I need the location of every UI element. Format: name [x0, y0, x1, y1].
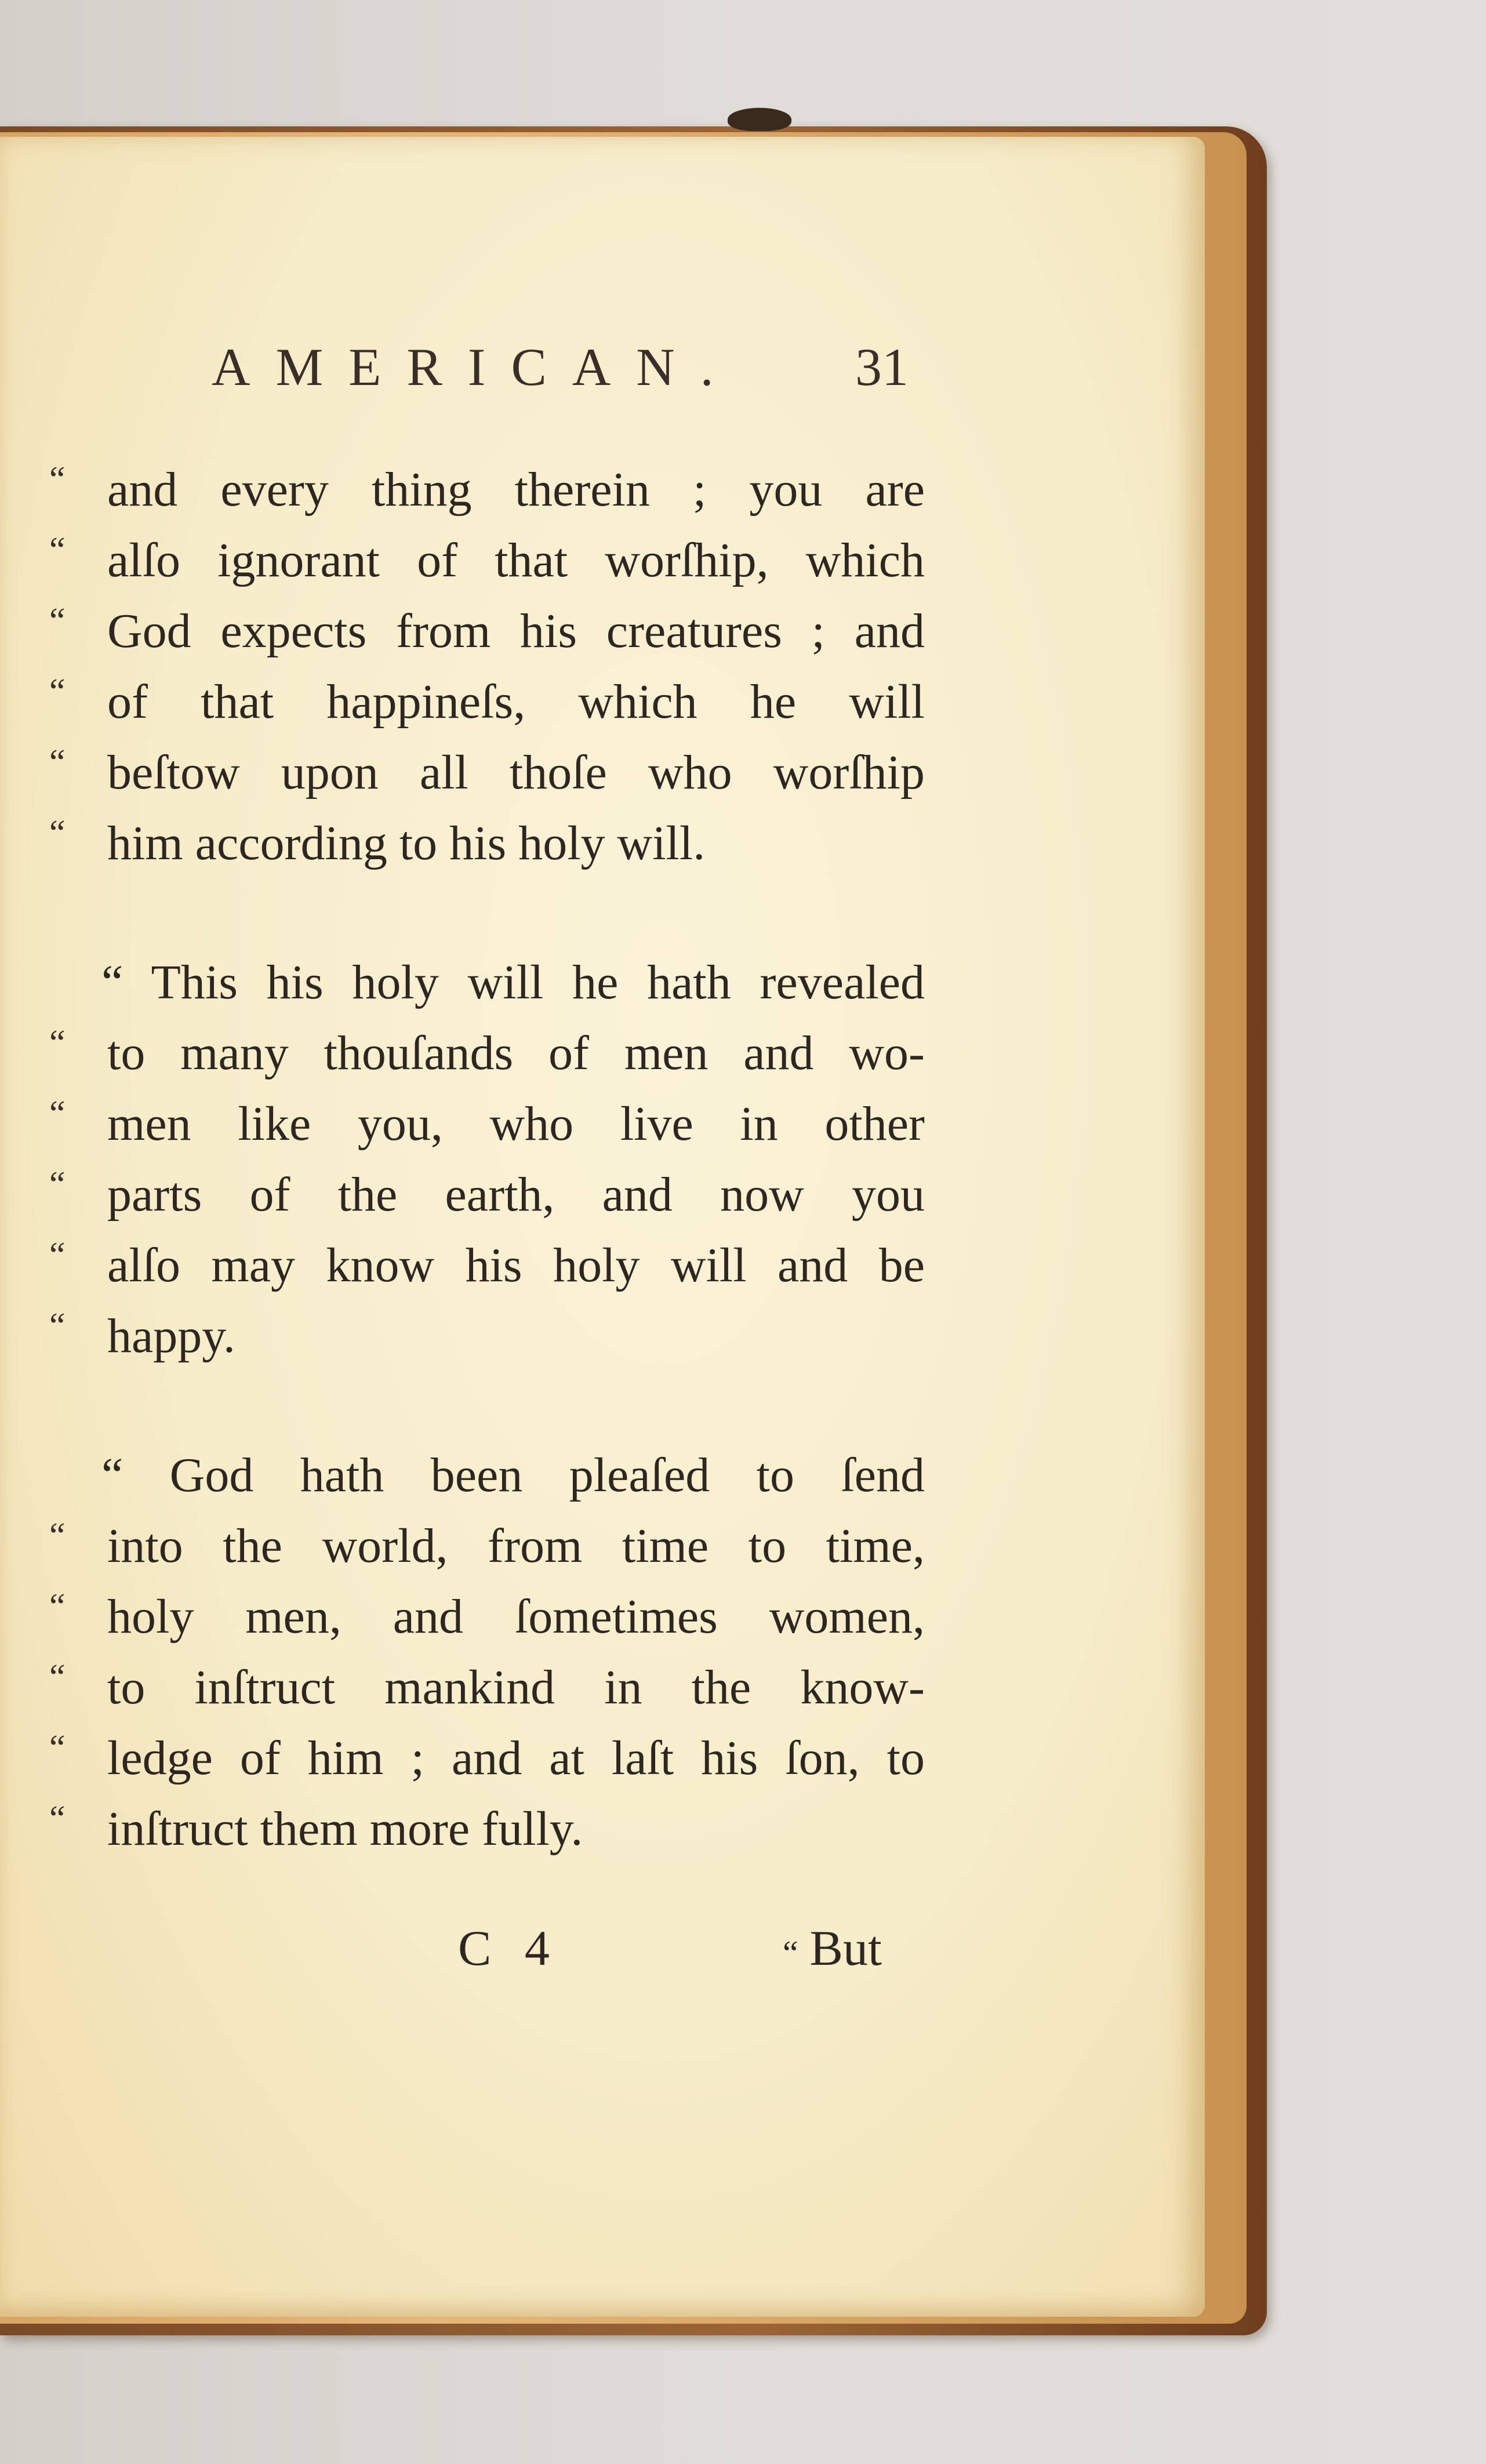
quote-mark: “: [49, 813, 66, 853]
quote-mark: “: [49, 1165, 66, 1204]
line-text: ledge of him ; and at laſt his ſon, to: [107, 1731, 925, 1785]
text-line: [0, 1727, 1486, 1790]
quote-mark: “: [49, 1306, 66, 1346]
text-line: [0, 1797, 1486, 1861]
text-line: [0, 1163, 1486, 1227]
quote-mark: “: [49, 1728, 66, 1768]
text-line: [0, 1656, 1486, 1720]
line-text: of that happineſs, which he will: [107, 675, 925, 729]
line-text: and every thing therein ; you are: [107, 463, 925, 517]
line-text: holy men, and ſometimes women,: [107, 1590, 925, 1644]
line-text: God expects from his creatures ; and: [107, 604, 925, 658]
quote-mark: “: [49, 672, 66, 711]
page-header: [0, 336, 1486, 406]
line-text: “ God hath been pleaſed to ſend: [101, 1448, 925, 1502]
line-text: inſtruct them more fully.: [107, 1802, 583, 1856]
quote-mark: “: [49, 1235, 66, 1275]
page-footer: [0, 1919, 1486, 1983]
quote-mark: “: [49, 1516, 66, 1556]
line-text: alſo ignorant of that worſhip, which: [107, 533, 925, 587]
line-text: to inſtruct mankind in the know-: [107, 1660, 925, 1714]
line-text: beſtow upon all thoſe who worſhip: [107, 746, 925, 799]
line-text: him according to his holy will.: [107, 816, 706, 870]
text-line: [0, 951, 1486, 1015]
catchword-text: But: [809, 1920, 882, 1976]
text-line: [0, 670, 1486, 734]
quote-mark: “: [49, 743, 66, 782]
quote-mark: “: [49, 1799, 66, 1838]
quote-mark: “: [49, 1094, 66, 1133]
text-line: [0, 1514, 1486, 1578]
text-line: [0, 1304, 1486, 1368]
signature-mark: C 4: [458, 1920, 560, 1976]
line-text: parts of the earth, and now you: [107, 1168, 925, 1222]
line-text: to many thouſands of men and wo-: [107, 1026, 925, 1080]
catchword: [783, 1919, 882, 1977]
quote-mark: “: [49, 530, 66, 570]
quote-mark: “: [49, 601, 66, 641]
line-text: men like you, who live in other: [107, 1097, 925, 1151]
text-line: [0, 1585, 1486, 1649]
line-text: into the world, from time to time,: [107, 1519, 925, 1573]
text-line: [0, 812, 1486, 875]
running-title: AMERICAN.: [212, 337, 739, 397]
book-clasp: [728, 108, 791, 131]
text-line: [0, 458, 1486, 522]
line-text: alſo may know his holy will and be: [107, 1238, 925, 1292]
line-text: “ This his holy will he hath revealed: [101, 955, 925, 1009]
line-text: happy.: [107, 1309, 235, 1363]
text-line: [0, 1092, 1486, 1156]
page-number: 31: [855, 337, 909, 397]
text-line: [0, 1234, 1486, 1298]
quote-mark: “: [49, 1023, 66, 1063]
quote-mark: “: [49, 460, 66, 499]
quote-mark: “: [49, 1587, 66, 1626]
text-line: [0, 599, 1486, 663]
quote-mark: “: [49, 1658, 66, 1697]
text-line: [0, 1022, 1486, 1085]
text-line: [0, 529, 1486, 593]
text-line: [0, 741, 1486, 805]
catchword-quote: “: [783, 1934, 798, 1972]
text-line: [0, 1444, 1486, 1507]
